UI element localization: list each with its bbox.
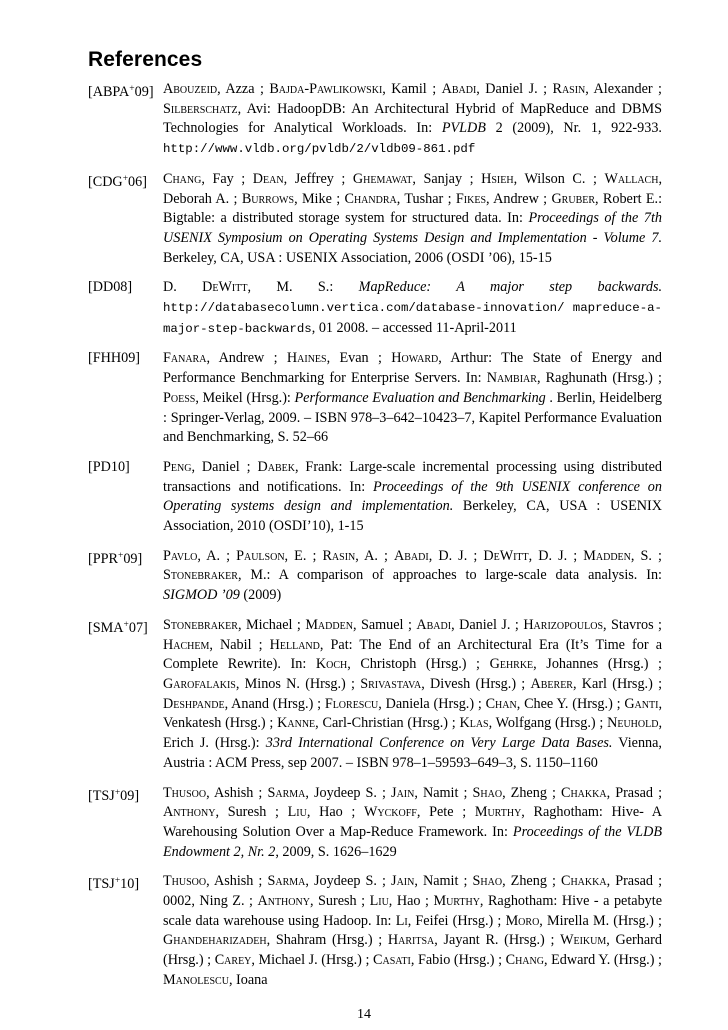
reference-text-span: , Fay ; <box>201 170 253 187</box>
author-name: Manolescu <box>163 971 229 988</box>
reference-text <box>163 170 662 269</box>
reference-text-span: , Shahram (Hrsg.) ; <box>266 932 388 949</box>
reference-text-span: , Joydeep S. ; <box>305 784 392 801</box>
author-name: Wallach <box>604 170 659 187</box>
reference-text-span: , Kamil ; <box>382 81 442 97</box>
reference-text-span: , Andrew ; <box>486 190 552 207</box>
author-name: Garofalakis <box>163 675 236 692</box>
author-name: Poess <box>163 389 196 406</box>
reference-key-base: [TSJ <box>88 787 115 804</box>
author-name: Rasin <box>322 547 356 564</box>
references-section <box>88 48 662 1001</box>
reference-text-span: , Daniela (Hrsg.) ; <box>378 695 486 712</box>
publication-title: 33rd International Conference on Very Large Data Bases. <box>265 735 613 752</box>
reference-url-link[interactable]: http://www.vldb.org/pvldb/2/vldb09-861.pdf <box>163 142 476 157</box>
reference-key-superscript: + <box>114 876 121 887</box>
author-name: Fikes <box>455 190 487 207</box>
reference-key-superscript: + <box>129 84 135 94</box>
publication-title: Performance Evaluation and Benchmarking <box>294 389 546 406</box>
author-name: Chandra <box>344 190 397 207</box>
reference-text-span: , Chee Y. (Hrsg.) ; <box>516 695 625 712</box>
reference-entry <box>88 349 662 448</box>
author-name: Thusoo <box>163 873 207 890</box>
reference-key <box>88 80 163 160</box>
reference-text-span: , Prasad ; 0002, Ning Z. ; <box>163 873 663 910</box>
reference-text-span: , Evan ; <box>326 350 392 367</box>
page-number: 14 <box>357 1007 371 1022</box>
publication-title: MapReduce: A major step backwards. <box>358 279 663 296</box>
author-name: Sarma <box>267 784 306 801</box>
reference-text-span: , Karl (Hrsg.) ; <box>572 675 663 692</box>
publication-title: PVLDB <box>441 120 486 137</box>
reference-text <box>163 872 662 990</box>
author-name: Shao <box>472 873 503 890</box>
reference-text-span: Berkeley, CA, USA : USENIX Association, 2010 (OSDI’10), 1-15 <box>163 498 662 535</box>
reference-entry <box>88 278 662 339</box>
reference-key <box>88 278 163 339</box>
reference-text-span: , Daniel J. ; <box>476 81 553 97</box>
reference-text-span: , Pat: The End of an Architectural Era (It’s Time for a Complete Rewrite). In: <box>163 636 662 673</box>
author-name: Anthony <box>257 893 310 910</box>
author-name: Silberschatz <box>163 100 238 117</box>
reference-text-span: , D. J. ; <box>428 547 484 564</box>
reference-text <box>163 80 662 160</box>
reference-text-span: , Arthur: The State of Energy and Performance Benchmarking for Enterprise Servers. In: <box>163 350 663 387</box>
author-name: Chan <box>485 695 517 712</box>
reference-text-span: , Raghotham: Hive- A Warehousing Solution Over a Map-Reduce Framework. In: <box>163 804 662 840</box>
reference-entry <box>88 784 662 863</box>
author-name: Deshpande <box>163 695 225 712</box>
author-name: Murthy <box>474 804 522 821</box>
reference-text-span: , Zheng ; <box>502 873 561 890</box>
reference-text-span: , Nabil ; <box>209 636 270 653</box>
reference-text-span: , Samuel ; <box>352 616 417 633</box>
publication-title: Proceedings of the VLDB Endowment 2, Nr. 2 <box>163 823 662 860</box>
reference-text <box>163 784 662 863</box>
reference-key-superscript: + <box>114 787 121 798</box>
reference-key <box>88 170 163 269</box>
author-name: Gruber <box>551 190 596 207</box>
reference-text-span: , Suresh ; <box>215 804 288 821</box>
reference-key-superscript: + <box>117 550 124 561</box>
reference-text-span: , Wilson C. ; <box>513 170 605 187</box>
author-name: Stonebraker <box>163 616 238 633</box>
author-name: Abadi <box>416 616 452 633</box>
author-name: Chang <box>163 170 202 187</box>
reference-text-span: , A. ; <box>197 547 237 564</box>
reference-text-span: , Daniel J. ; <box>451 616 524 633</box>
reference-text-span: , A. ; <box>355 547 394 564</box>
author-name: Thusoo <box>163 784 207 801</box>
publication-title: SIGMOD ’09 <box>163 587 240 604</box>
reference-text-span: , Michael J. (Hrsg.) ; <box>251 952 374 969</box>
reference-text-span: , Anand (Hrsg.) ; <box>224 695 325 712</box>
reference-text-span: , Wolfgang (Hrsg.) ; <box>488 715 608 732</box>
reference-text-span: , Prasad ; <box>606 784 663 801</box>
reference-key-end: 09] <box>123 550 143 567</box>
author-name: Chakka <box>561 873 607 890</box>
author-name: Sarma <box>267 873 306 890</box>
author-name: Howard <box>391 350 439 367</box>
author-name: Shao <box>472 784 503 801</box>
reference-entry <box>88 547 662 606</box>
reference-text <box>163 349 662 448</box>
reference-text-span: , Andrew ; <box>206 350 287 367</box>
reference-text-span: , Edward Y. (Hrsg.) ; <box>543 952 662 969</box>
reference-entry <box>88 872 662 990</box>
author-name: Gehrke <box>489 656 534 673</box>
author-name: DeWitt <box>483 547 529 564</box>
author-name: Srivastava <box>360 675 422 692</box>
reference-key-end: 10] <box>120 876 140 893</box>
reference-entry <box>88 458 662 537</box>
reference-text-span: , Suresh ; <box>309 893 370 910</box>
reference-key-base: [SMA <box>88 619 124 636</box>
reference-text-span: , Fabio (Hrsg.) ; <box>410 952 506 969</box>
publication-title: Proceedings of the 7th USENIX Symposium on Operating Systems Design and Implementation - Volume 7. <box>163 210 662 246</box>
reference-key-end: 09] <box>120 787 140 804</box>
author-name: Chakka <box>561 784 607 801</box>
reference-key-superscript: + <box>122 173 129 184</box>
reference-key-superscript: + <box>123 619 129 630</box>
reference-text-span: , S. ; <box>630 547 662 564</box>
reference-text-span: 2 (2009), Nr. 1, 922-933. <box>485 120 662 137</box>
author-name: Madden <box>583 547 631 564</box>
author-name: Pavlo <box>163 547 198 564</box>
reference-key <box>88 349 163 448</box>
reference-text-span: , M. S.: <box>247 279 359 296</box>
reference-text-span: , Robert E.: Bigtable: a distributed storage system for structured data. In: <box>163 190 663 227</box>
reference-text-span: , Mike ; <box>294 190 345 207</box>
reference-text-span: , Joydeep S. ; <box>305 873 392 890</box>
author-name: Li <box>395 912 408 929</box>
author-name: Wyckoff <box>364 804 417 821</box>
author-name: Peng <box>163 458 192 475</box>
reference-text-span: , Azza ; <box>217 81 270 97</box>
reference-key-end: 09] <box>134 84 154 100</box>
reference-text-span: , Namit ; <box>414 784 473 801</box>
author-name: Anthony <box>163 804 216 821</box>
reference-text-span: , Ioana <box>228 971 268 988</box>
reference-text-span: , Sanjay ; <box>412 170 482 187</box>
author-name: Jain <box>391 873 415 890</box>
reference-text <box>163 547 662 606</box>
reference-text-span: , Minos N. (Hrsg.) ; <box>235 675 361 692</box>
reference-key-base: [PPR <box>88 550 118 567</box>
reference-text-span: , Daniel ; <box>191 458 258 475</box>
reference-key-base: [DD08] <box>88 279 133 296</box>
author-name: Neuhold <box>607 715 659 732</box>
author-name: Kanne <box>277 715 316 732</box>
reference-key <box>88 616 163 774</box>
author-name: Hachem <box>163 636 210 653</box>
author-name: Moro <box>505 912 540 929</box>
reference-entry <box>88 80 662 160</box>
reference-key-base: [PD10] <box>88 458 130 475</box>
author-name: Harizopoulos <box>523 616 604 633</box>
reference-text-span: , Carl-Christian (Hrsg.) ; <box>315 715 460 732</box>
author-name: Nambiar <box>486 370 537 387</box>
reference-text <box>163 616 662 774</box>
reference-text-span: , Jeffrey ; <box>283 170 353 187</box>
reference-text-span: Vienna, Austria : ACM Press, sep 2007. – ISBN 978–1–59593–649–3, S. 1150–1160 <box>163 735 662 771</box>
author-name: Dabek <box>257 458 295 475</box>
reference-text <box>163 458 662 537</box>
reference-key-base: [CDG <box>88 173 123 190</box>
author-name: Ganti <box>624 695 659 712</box>
author-name: Koch <box>315 656 348 673</box>
reference-text-span: , Meikel (Hrsg.): <box>195 389 295 406</box>
author-name: Burrows <box>241 190 295 207</box>
reference-text-span: , Christoph (Hrsg.) ; <box>347 656 490 673</box>
reference-text-span: , E. ; <box>284 547 323 564</box>
reference-text-span: , Divesh (Hrsg.) ; <box>421 675 531 692</box>
reference-text-span: , Frank: Large-scale incremental processing using distributed transactions and notifications. In: <box>163 458 662 495</box>
reference-text-span: , Hao ; <box>388 893 434 910</box>
author-name: Jain <box>391 784 415 801</box>
reference-text-span: , Zheng ; <box>502 784 561 801</box>
author-name: Carey <box>214 952 252 969</box>
reference-text-span: , 2009, S. 1626–1629 <box>275 843 397 860</box>
reference-text-span: , Ashish ; <box>206 784 268 801</box>
reference-text-span: , Pete ; <box>416 804 475 821</box>
reference-list <box>88 80 662 991</box>
reference-text-span: , Mirella M. (Hrsg.) ; <box>539 912 662 929</box>
reference-key <box>88 784 163 863</box>
reference-text-span: Berkeley, CA, USA : USENIX Association, 2006 (OSDI ’06), 15-15 <box>163 249 552 266</box>
reference-entry <box>88 170 662 269</box>
author-name: Dean <box>252 170 284 187</box>
reference-text <box>163 278 662 339</box>
author-name: Haritsa <box>387 932 435 949</box>
author-name: Liu <box>287 804 307 821</box>
author-name: Weikum <box>560 932 607 949</box>
author-name: Paulson <box>236 547 285 564</box>
reference-text-span: , Avi: HadoopDB: An Architectural Hybrid of MapReduce and DBMS Technologies for Analytical Workloads. In: <box>163 100 662 137</box>
author-name: Madden <box>305 616 353 633</box>
reference-text-span: , Hao ; <box>306 804 365 821</box>
reference-text-span: , Deborah A. ; <box>163 170 662 207</box>
reference-text-span: , Johannes (Hrsg.) ; <box>533 656 662 673</box>
reference-text-span: . Berlin, Heidelberg : Springer-Verlag, 2009. – ISBN 978–3–642–10423–7, Kapitel Performance Evaluation and Benchmarking, S. 52–66 <box>163 389 662 446</box>
author-name: Ghandeharizadeh <box>163 932 267 949</box>
reference-text-span: , Raghotham: Hive - a petabyte scale data warehouse using Hadoop. In: <box>163 893 663 929</box>
reference-key-base: [ABPA <box>88 84 130 100</box>
reference-text-span: , Feifei (Hrsg.) ; <box>407 912 506 929</box>
author-name: Stonebraker <box>163 567 238 584</box>
reference-text-span: , Jayant R. (Hrsg.) ; <box>434 932 561 949</box>
author-name: Florescu <box>324 695 379 712</box>
reference-text-span: , Raghunath (Hrsg.) ; <box>536 370 663 387</box>
author-name: Casati <box>373 952 411 969</box>
reference-text-span: , Erich J. (Hrsg.): <box>163 715 662 752</box>
author-name: Aberer <box>530 675 573 692</box>
author-name: Chang <box>505 952 544 969</box>
reference-text-span: , Alexander ; <box>585 81 662 97</box>
reference-text-span: , Tushar ; <box>396 190 456 207</box>
author-name: Ghemawat <box>352 170 413 187</box>
author-name: Abadi <box>441 81 477 97</box>
section-heading: References <box>88 48 203 71</box>
reference-key-base: [FHH09] <box>88 350 141 367</box>
reference-url-link[interactable]: http://databasecolumn.vertica.com/database-innovation/ mapreduce-a-major-step-backwards <box>163 301 662 336</box>
reference-entry <box>88 616 662 774</box>
reference-text-span: , Stavros ; <box>603 616 662 633</box>
reference-key <box>88 458 163 537</box>
reference-text-span: , Ashish ; <box>206 873 268 890</box>
reference-text-span: , 01 2008. – accessed 11-April-2011 <box>311 319 517 336</box>
author-name: Abouzeid <box>163 81 218 97</box>
author-name: Klas <box>459 715 489 732</box>
author-name: Hsieh <box>481 170 514 187</box>
reference-key-end: 06] <box>128 173 147 190</box>
author-name: Liu <box>369 893 389 910</box>
reference-text-span: (2009) <box>239 587 282 604</box>
reference-text-span: , Michael ; <box>237 616 306 633</box>
reference-key-end: 07] <box>128 619 148 636</box>
author-name: DeWitt <box>202 279 248 296</box>
reference-key <box>88 872 163 990</box>
author-name: Haines <box>286 350 327 367</box>
reference-text-span: D. <box>163 279 203 296</box>
reference-key <box>88 547 163 606</box>
author-name: Abadi <box>394 547 429 564</box>
reference-text-span: , Venkatesh (Hrsg.) ; <box>163 695 662 732</box>
author-name: Fanara <box>163 350 207 367</box>
publication-title: Proceedings of the 9th USENIX conference on Operating systems design and implementation. <box>163 478 662 515</box>
reference-key-base: [TSJ <box>88 876 115 893</box>
author-name: Helland <box>269 636 320 653</box>
author-name: Rasin <box>552 81 586 97</box>
reference-text-span: , D. J. ; <box>528 547 584 564</box>
reference-text-span: , M.: A comparison of approaches to large-scale data analysis. In: <box>237 567 662 584</box>
author-name: Murthy <box>433 893 480 910</box>
reference-text-span: , Gerhard (Hrsg.) ; <box>163 932 662 969</box>
reference-text-span: , Namit ; <box>414 873 473 890</box>
author-name: Bajda-Pawlikowski <box>269 81 383 97</box>
